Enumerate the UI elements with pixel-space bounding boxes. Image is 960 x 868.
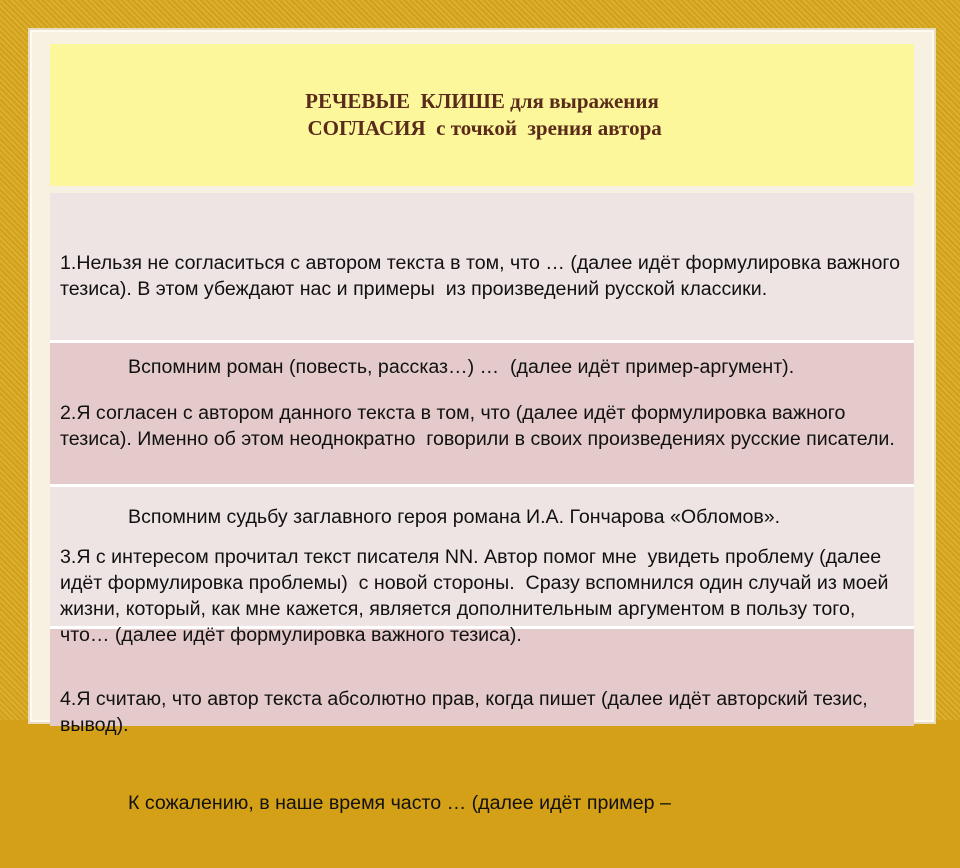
slide-panel [28, 28, 936, 814]
item-text-continued: Вспомним судьбу заглавного героя романа И.А. Гончарова «Обломов». [128, 506, 781, 528]
item-text-continued: К сожалению, в наше время часто … (далее идёт пример – [128, 792, 671, 814]
phrase-list [50, 193, 914, 814]
item-text: 1.Нельзя не согласиться с автором текста в том, что … (далее идёт формулировка важного тезиса). В этом убеждают нас и примеры из произведений русской классики. [60, 252, 906, 300]
item-text: 2.Я согласен с автором данного текста в том, что (далее идёт формулировка важного тезиса). Именно об этом неоднократно говорили в своих произведениях русские писатели. [60, 402, 895, 450]
item-text: 4.Я считаю, что автор текста абсолютно прав, когда пишет (далее идёт авторский тезис, вывод). [60, 688, 874, 736]
title-line-1: РЕЧЕВЫЕ КЛИШЕ для выражения [305, 89, 659, 113]
item-text: 3.Я с интересом прочитал текст писателя NN. Автор помог мне увидеть проблему (далее идёт формулировка проблемы) с новой стороны. Сразу вспомнился один случай из моей жизни, который, как мне кажется, является дополнительным аргументом в пользу того, что… (далее идёт формулировка важного тезиса). [60, 546, 894, 646]
list-item [50, 193, 914, 378]
title-line-2: СОГЛАСИЯ с точкой зрения автора [302, 116, 662, 140]
title-box [50, 44, 914, 186]
item-text-continued: Вспомним роман (повесть, рассказ…) … (далее идёт пример-аргумент). [128, 356, 795, 378]
